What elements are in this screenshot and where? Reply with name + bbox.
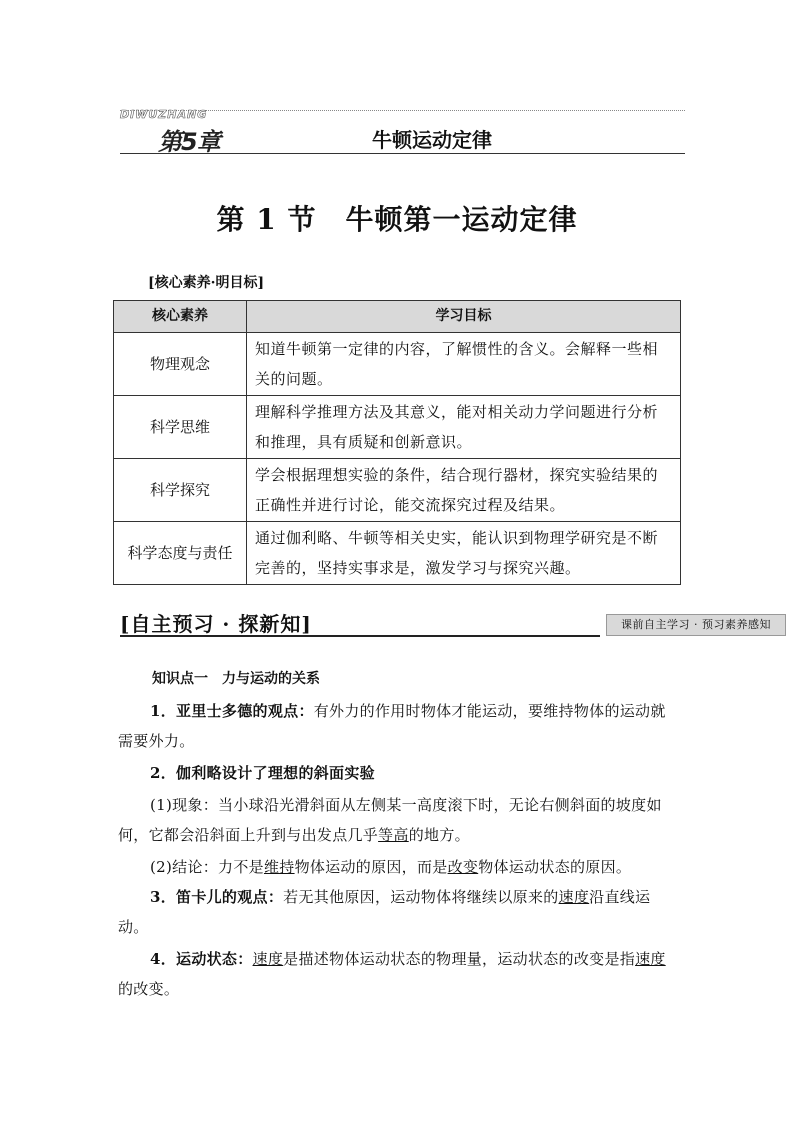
category-cell: 科学探究 [114, 459, 247, 522]
category-cell: 物理观念 [114, 333, 247, 396]
answer-underline: 速度 [252, 950, 284, 968]
preview-banner-tag: 课前自主学习 · 预习素养感知 [606, 614, 786, 636]
paragraph-text: 是描述物体运动状态的物理量，运动状态的改变是指 [283, 950, 636, 968]
paragraph-text: 物体运动状态的原因。 [478, 858, 632, 876]
paragraph-text: 的地方。 [408, 826, 470, 844]
paragraph-text: 的改变。 [118, 980, 180, 998]
preview-banner-title: [自主预习 · 探新知] [120, 612, 312, 636]
knowledge-point-heading: 知识点一 力与运动的关系 [152, 671, 320, 687]
target-cell: 学会根据理想实验的条件，结合现行器材，探究实验结果的正确性并进行讨论，能交流探究过程及结果。 [247, 459, 681, 522]
paragraph-conclusion [118, 852, 678, 882]
paragraph-aristotle [118, 696, 678, 756]
target-cell: 知道牛顿第一定律的内容，了解惯性的含义。会解释一些相关的问题。 [247, 333, 681, 396]
paragraph-lead: 3．笛卡儿的观点： [150, 888, 284, 906]
paragraph-lead: 1．亚里士多德的观点： [150, 702, 314, 720]
paragraph-phenomenon [118, 790, 678, 850]
table-row [114, 396, 681, 459]
answer-underline: 速度 [558, 888, 590, 906]
paragraph-text: 若无其他原因，运动物体将继续以原来的 [283, 888, 559, 906]
paragraph-text: 有外力的作用时物体才能运动，要维持物体的运动就需要外力。 [118, 702, 666, 750]
goals-table [113, 300, 681, 585]
paragraph-text: (1)现象：当小球沿光滑斜面从左侧某一高度滚下时，无论右侧斜面的坡度如何，它都会沿斜面上升到与出发点几乎 [118, 796, 662, 844]
table-header-cell: 核心素养 [114, 301, 247, 333]
answer-underline: 维持 [263, 858, 295, 876]
category-cell: 科学态度与责任 [114, 522, 247, 585]
paragraph-descartes [118, 882, 678, 942]
table-caption: [核心素养·明目标] [148, 275, 265, 291]
table-row [114, 522, 681, 585]
paragraph-lead: 4．运动状态： [150, 950, 253, 968]
header-rule [120, 153, 685, 154]
target-cell: 通过伽利略、牛顿等相关史实，能认识到物理学研究是不断完善的，坚持实事求是，激发学习与探究兴趣。 [247, 522, 681, 585]
table-row [114, 333, 681, 396]
answer-underline: 等高 [378, 826, 409, 844]
target-cell: 理解科学推理方法及其意义，能对相关动力学问题进行分析和推理，具有质疑和创新意识。 [247, 396, 681, 459]
chapter-label: 第5章 [158, 128, 220, 156]
paragraph-galileo [118, 758, 678, 788]
answer-underline: 改变 [447, 858, 479, 876]
answer-underline: 速度 [635, 950, 666, 968]
table-header-cell: 学习目标 [247, 301, 681, 333]
paragraph-text: 沿直线运动。 [118, 888, 651, 936]
chapter-latin-label: DIWUZHANG [120, 108, 208, 121]
paragraph-text: 物体运动的原因，而是 [294, 858, 448, 876]
section-title: 第 1 节 牛顿第一运动定律 [216, 203, 578, 236]
category-cell: 科学思维 [114, 396, 247, 459]
table-header-row [114, 301, 681, 333]
chapter-title: 牛顿运动定律 [372, 128, 492, 152]
banner-rule [120, 635, 600, 637]
paragraph-text: (2)结论：力不是 [150, 858, 264, 876]
paragraph-motion-state [118, 944, 678, 1004]
paragraph-lead: 2．伽利略设计了理想的斜面实验 [150, 764, 375, 782]
table-row [114, 459, 681, 522]
